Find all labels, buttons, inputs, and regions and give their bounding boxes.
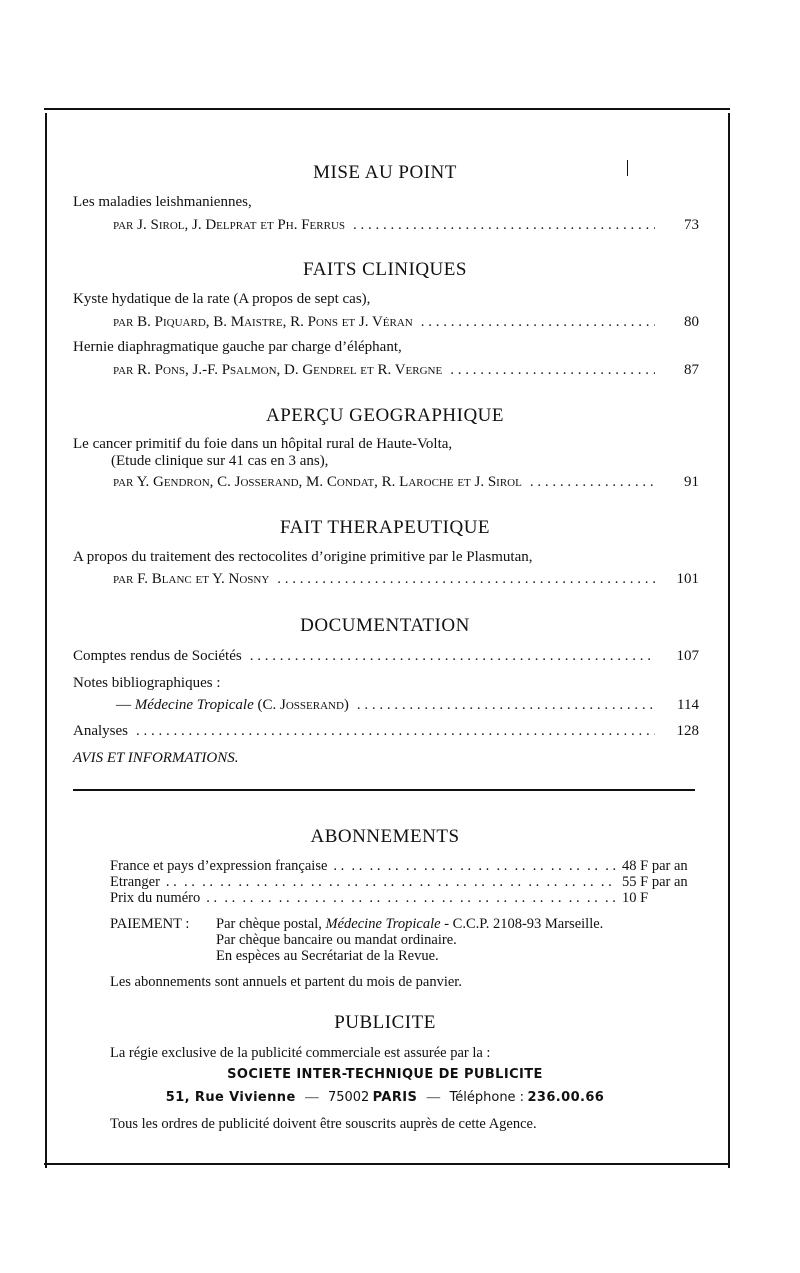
entry-authors: par Y. Gendron, C. Josserand, M. Condat, R. Laroche et J. Sirol [113, 474, 522, 490]
address-street: 51, Rue Vivienne [165, 1090, 296, 1105]
toc-entry [113, 570, 699, 590]
toc-entry-analyses [73, 722, 699, 742]
leader-dots [166, 874, 616, 890]
subscription-label: Prix du numéro [110, 890, 201, 906]
section-title-fait-therapeutique: FAIT THERAPEUTIQUE [279, 517, 491, 538]
paiement-cheque-postal: Par chèque postal, [216, 916, 322, 932]
address-separator: — [305, 1089, 319, 1104]
address-city: PARIS [372, 1090, 418, 1105]
publicite-company: SOCIETE INTER-TECHNIQUE DE PUBLICITE [227, 1067, 543, 1082]
toc-entry [113, 313, 699, 333]
paiement-ccp: - C.C.P. 2108-93 Marseille. [444, 916, 604, 932]
publicite-address [70, 1089, 700, 1105]
entry-authors: par F. Blanc et Y. Nosny [113, 571, 270, 587]
paiement-line-2: Par chèque bancaire ou mandat ordinaire. [216, 932, 457, 948]
toc-entry [113, 473, 699, 493]
subscription-label: Etranger [110, 874, 160, 890]
leader-dots [357, 696, 655, 714]
leader-dots [353, 216, 655, 234]
entry-title: Les maladies leishmaniennes, [73, 194, 252, 210]
publicite-closing: Tous les ordres de publicité doivent être souscrits auprès de cette Agence. [110, 1116, 537, 1132]
leader-dots [136, 722, 655, 740]
entry-title: Kyste hydatique de la rate (A propos de sept cas), [73, 291, 371, 307]
page-number: 80 [684, 314, 699, 330]
leader-dots [530, 473, 655, 491]
toc-entry-notes [116, 696, 699, 716]
journal-name: Médecine Tropicale [134, 697, 254, 713]
section-title-abonnements: ABONNEMENTS [310, 826, 460, 847]
page-number: 91 [684, 474, 699, 490]
entry-authors: par B. Piquard, B. Maistre, R. Pons et J. Véran [113, 314, 413, 330]
section-title-apercu-geographique: APERÇU GEOGRAPHIQUE [265, 405, 505, 426]
entry-subtitle: (Etude clinique sur 41 cas en 3 ans), [111, 453, 329, 469]
subscription-row [110, 874, 710, 890]
subscription-amount: 48 F par an [622, 858, 688, 874]
entry-title: Hernie diaphragmatique gauche par charge d’éléphant, [73, 339, 402, 355]
separator-rule [73, 789, 695, 791]
subscription-row [110, 890, 710, 906]
leader-dots [277, 570, 655, 588]
leader-dots [250, 647, 655, 665]
subscription-amount: 55 F par an [622, 874, 688, 890]
journal-name: Médecine Tropicale [325, 916, 441, 932]
publicite-intro: La régie exclusive de la publicité commerciale est assurée par la : [110, 1045, 491, 1061]
paiement-line-3: En espèces au Secrétariat de la Revue. [216, 948, 439, 964]
page-number: 101 [676, 571, 699, 587]
toc-entry [113, 361, 699, 381]
notes-item [116, 696, 349, 714]
phone-number: 236.00.66 [527, 1090, 605, 1105]
notes-label: Notes bibliographiques : [73, 675, 221, 691]
entry-label: Analyses [73, 723, 128, 739]
section-title-faits-cliniques: FAITS CLINIQUES [303, 259, 467, 280]
leader-dots [333, 858, 616, 874]
address-postcode: 75002 [327, 1090, 370, 1105]
address-separator: — [426, 1089, 441, 1104]
subscription-note: Les abonnements sont annuels et partent du mois de panvier. [110, 974, 462, 990]
frame-bottom-rule [44, 1163, 730, 1165]
leader-dots [206, 890, 616, 906]
notes-author: (C. Josserand) [253, 697, 349, 713]
leader-dots [421, 313, 655, 331]
entry-title: Le cancer primitif du foie dans un hôpital rural de Haute-Volta, [73, 436, 453, 452]
entry-authors: par R. Pons, J.-F. Psalmon, D. Gendrel et R. Vergne [113, 362, 443, 378]
section-title-documentation: DOCUMENTATION [300, 615, 470, 636]
frame-top-rule [44, 108, 730, 110]
toc-entry-comptes-rendus [73, 647, 699, 667]
frame-right-rule [728, 113, 730, 1168]
toc-entry [113, 216, 699, 236]
page-number: 128 [676, 723, 699, 739]
frame-left-rule [45, 113, 47, 1168]
paiement-line-1 [216, 916, 603, 932]
section-title-publicite: PUBLICITE [334, 1012, 436, 1033]
page-number: 114 [677, 697, 699, 713]
page-number: 87 [684, 362, 699, 378]
subscription-label: France et pays d’expression française [110, 858, 328, 874]
notes-prefix: — [116, 697, 135, 713]
paiement-label: PAIEMENT : [110, 916, 190, 932]
entry-title: A propos du traitement des rectocolites d’origine primitive par le Plasmutan, [73, 549, 533, 565]
entry-authors: par J. Sirol, J. Delprat et Ph. Ferrus [113, 217, 346, 233]
page-number: 107 [676, 648, 699, 664]
avis-informations: AVIS ET INFORMATIONS. [73, 750, 239, 766]
page-number: 73 [684, 217, 699, 233]
subscription-row [110, 858, 710, 874]
phone-label: Téléphone : [449, 1090, 525, 1105]
entry-label: Comptes rendus de Sociétés [73, 648, 242, 664]
subscription-amount: 10 F [622, 890, 649, 906]
section-title-mise-au-point: MISE AU POINT [313, 162, 457, 183]
leader-dots [450, 361, 655, 379]
